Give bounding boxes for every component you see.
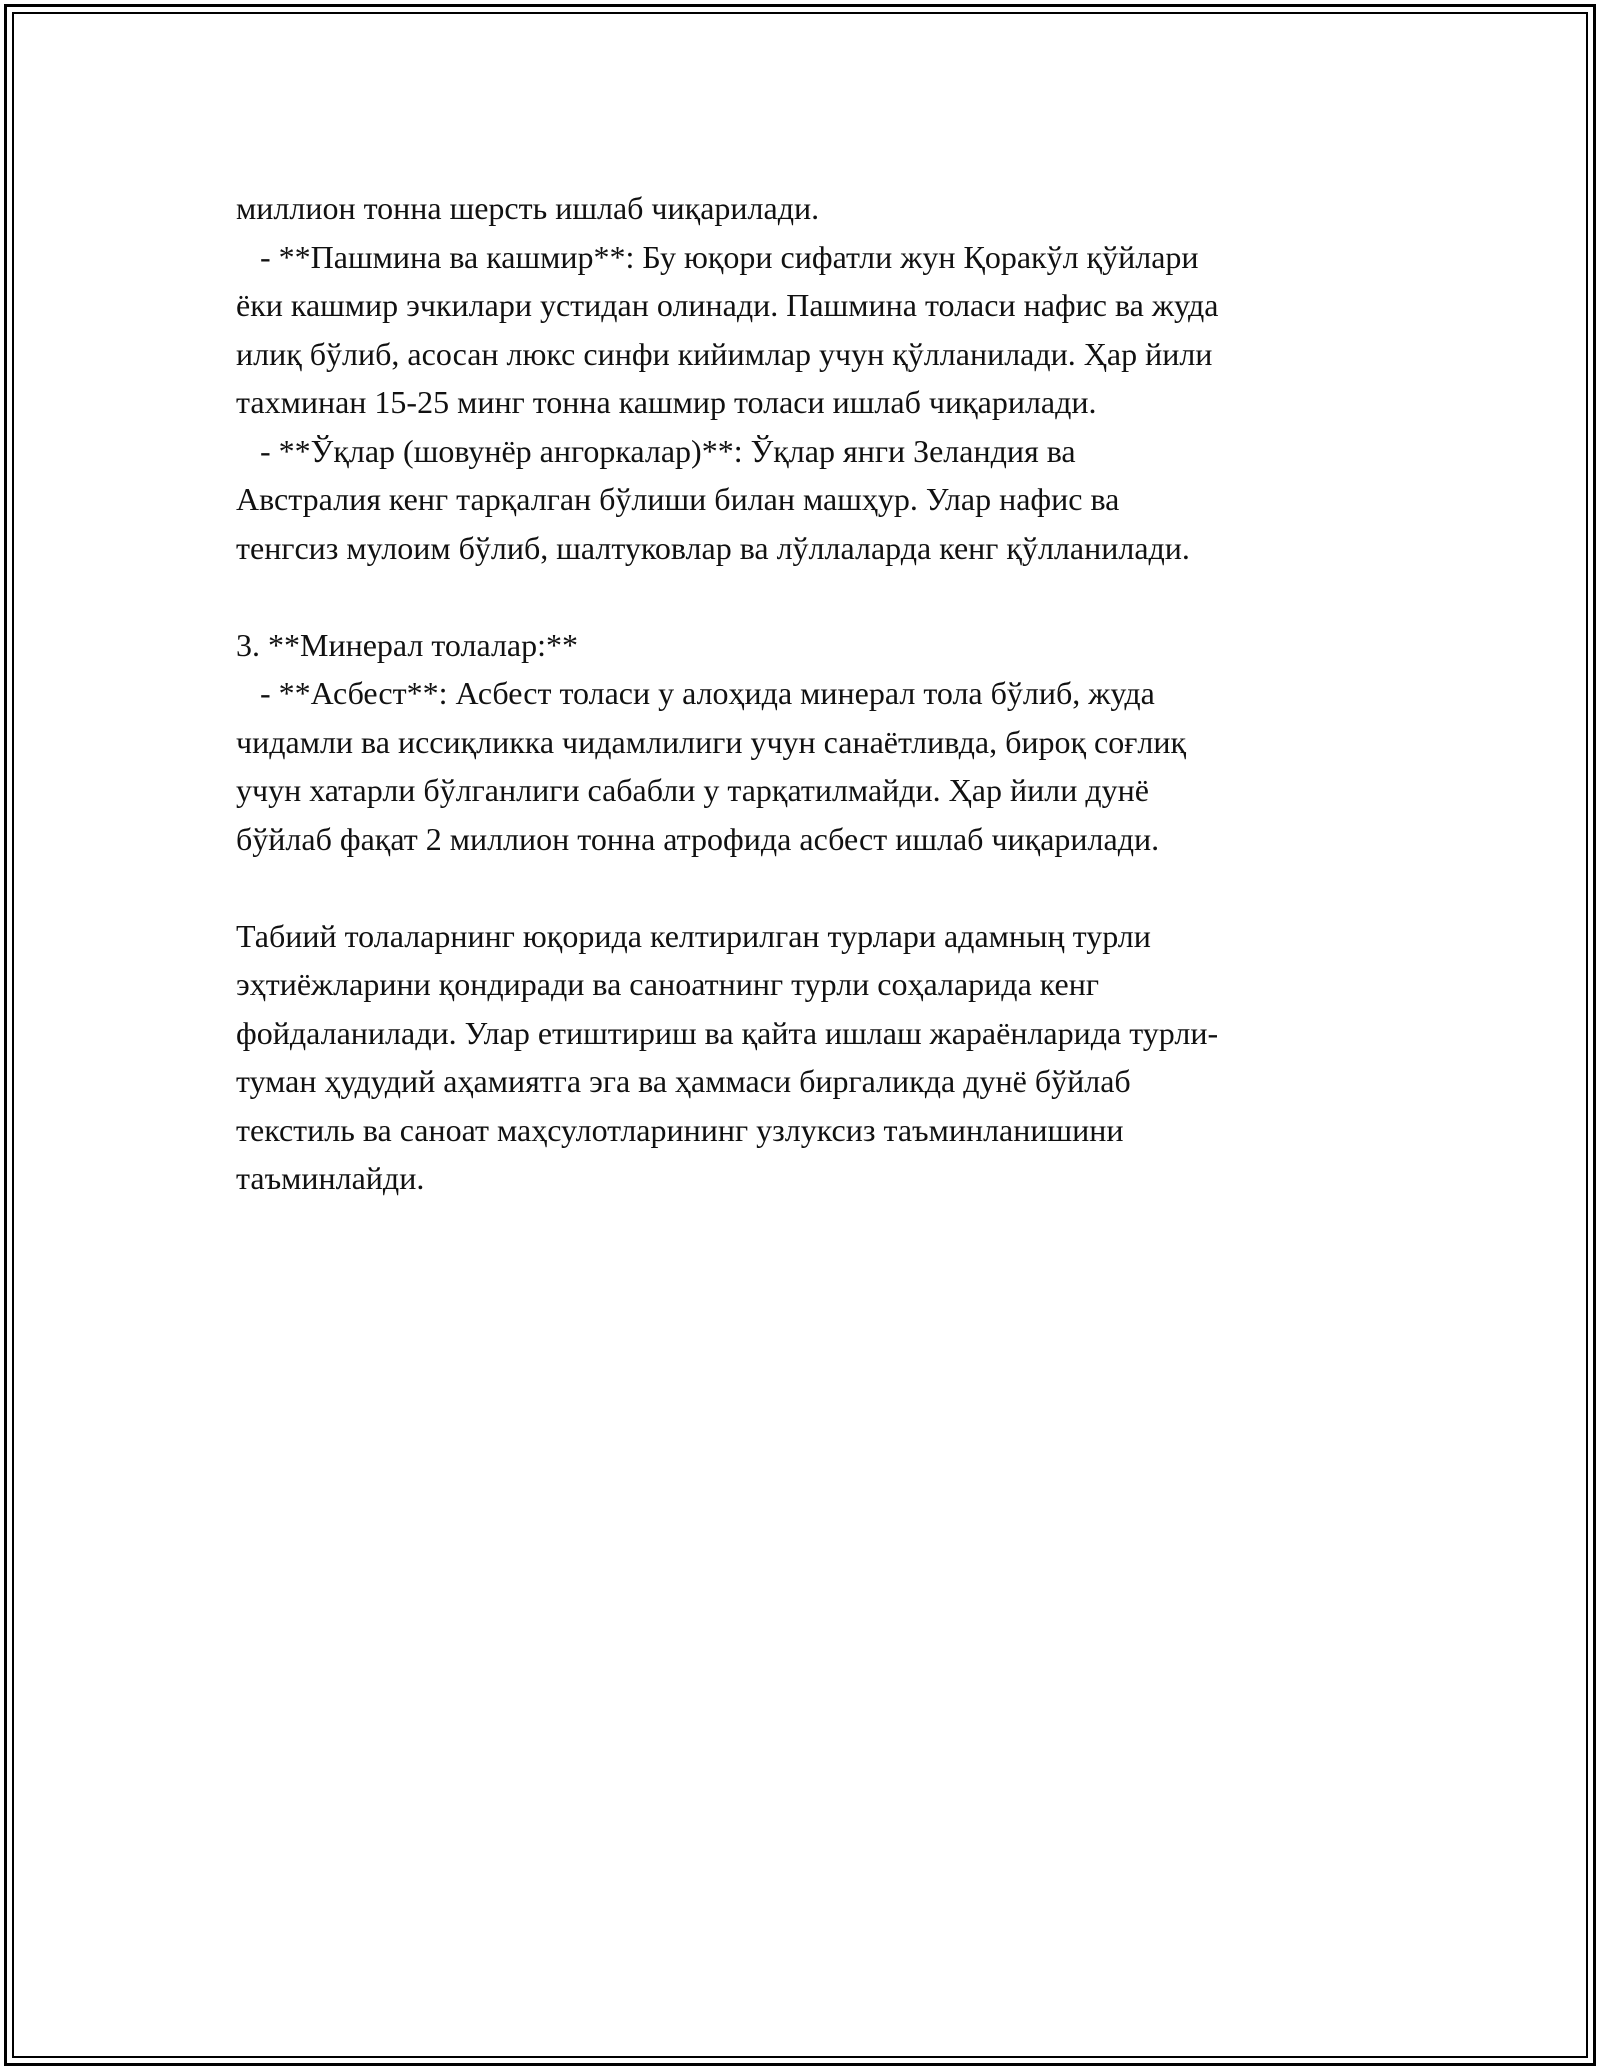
text-line: бўйлаб фақат 2 миллион тонна атрофида асбест ишлаб чиқарилади. xyxy=(236,820,1160,857)
text-line: учун хатарли бўлганлиги сабабли у тарқатилмайди. Ҳар йили дунё xyxy=(236,772,1149,808)
text-line: Табиий толаларнинг юқорида келтирилган турлари адамның турли xyxy=(236,917,1151,954)
text-line: илиқ бўлиб, асосан люкс синфи кийимлар учун қўлланилади. Ҳар йили xyxy=(236,335,1213,372)
text-line: таъминлайди. xyxy=(236,1160,425,1196)
text-line: туман ҳудудий аҳамиятга эга ва ҳаммаси биргаликда дунё бўйлаб xyxy=(236,1063,1131,1099)
text-line: - **Асбест**: Асбест толаси у алоҳида минерал тола бўлиб, жуда xyxy=(236,675,1155,711)
text-line: - **Пашмина ва кашмир**: Бу юқори сифатли жун Қоракўл қўйлари xyxy=(236,238,1199,275)
blank-line xyxy=(236,863,1386,912)
text-line: - **Ўқлар (шовунёр ангоркалар)**: Ўқлар янги Зеландия ва xyxy=(236,432,1076,469)
blank-line xyxy=(236,572,1386,621)
text-line: эҳтиёжларини қондиради ва саноатнинг турли соҳаларида кенг xyxy=(236,966,1099,1002)
text-line: текстиль ва саноат маҳсулотларининг узлуксиз таъминланишини xyxy=(236,1111,1124,1148)
text-line: тахминан 15-25 минг тонна кашмир толаси ишлаб чиқарилади. xyxy=(236,384,1097,420)
text-line: фойдаланилади. Улар етиштириш ва қайта ишлаш жараёнларида турли- xyxy=(236,1014,1219,1051)
section-heading: 3. **Минерал толалар:** xyxy=(236,626,579,663)
text-line: тенгсиз мулоим бўлиб, шалтуковлар ва лўллаларда кенг қўлланилади. xyxy=(236,529,1190,566)
text-line: Австралия кенг тарқалган бўлиши билан машҳур. Улар нафис ва xyxy=(236,481,1120,517)
text-line: миллион тонна шерсть ишлаб чиқарилади. xyxy=(236,190,820,226)
text-line: чидамли ва иссиқликка чидамлилиги учун санаётливда, бироқ соғлиқ xyxy=(236,723,1186,760)
document-body xyxy=(236,184,1386,1203)
text-line: ёки кашмир эчкилари устидан олинади. Пашмина толаси нафис ва жуда xyxy=(236,287,1219,323)
